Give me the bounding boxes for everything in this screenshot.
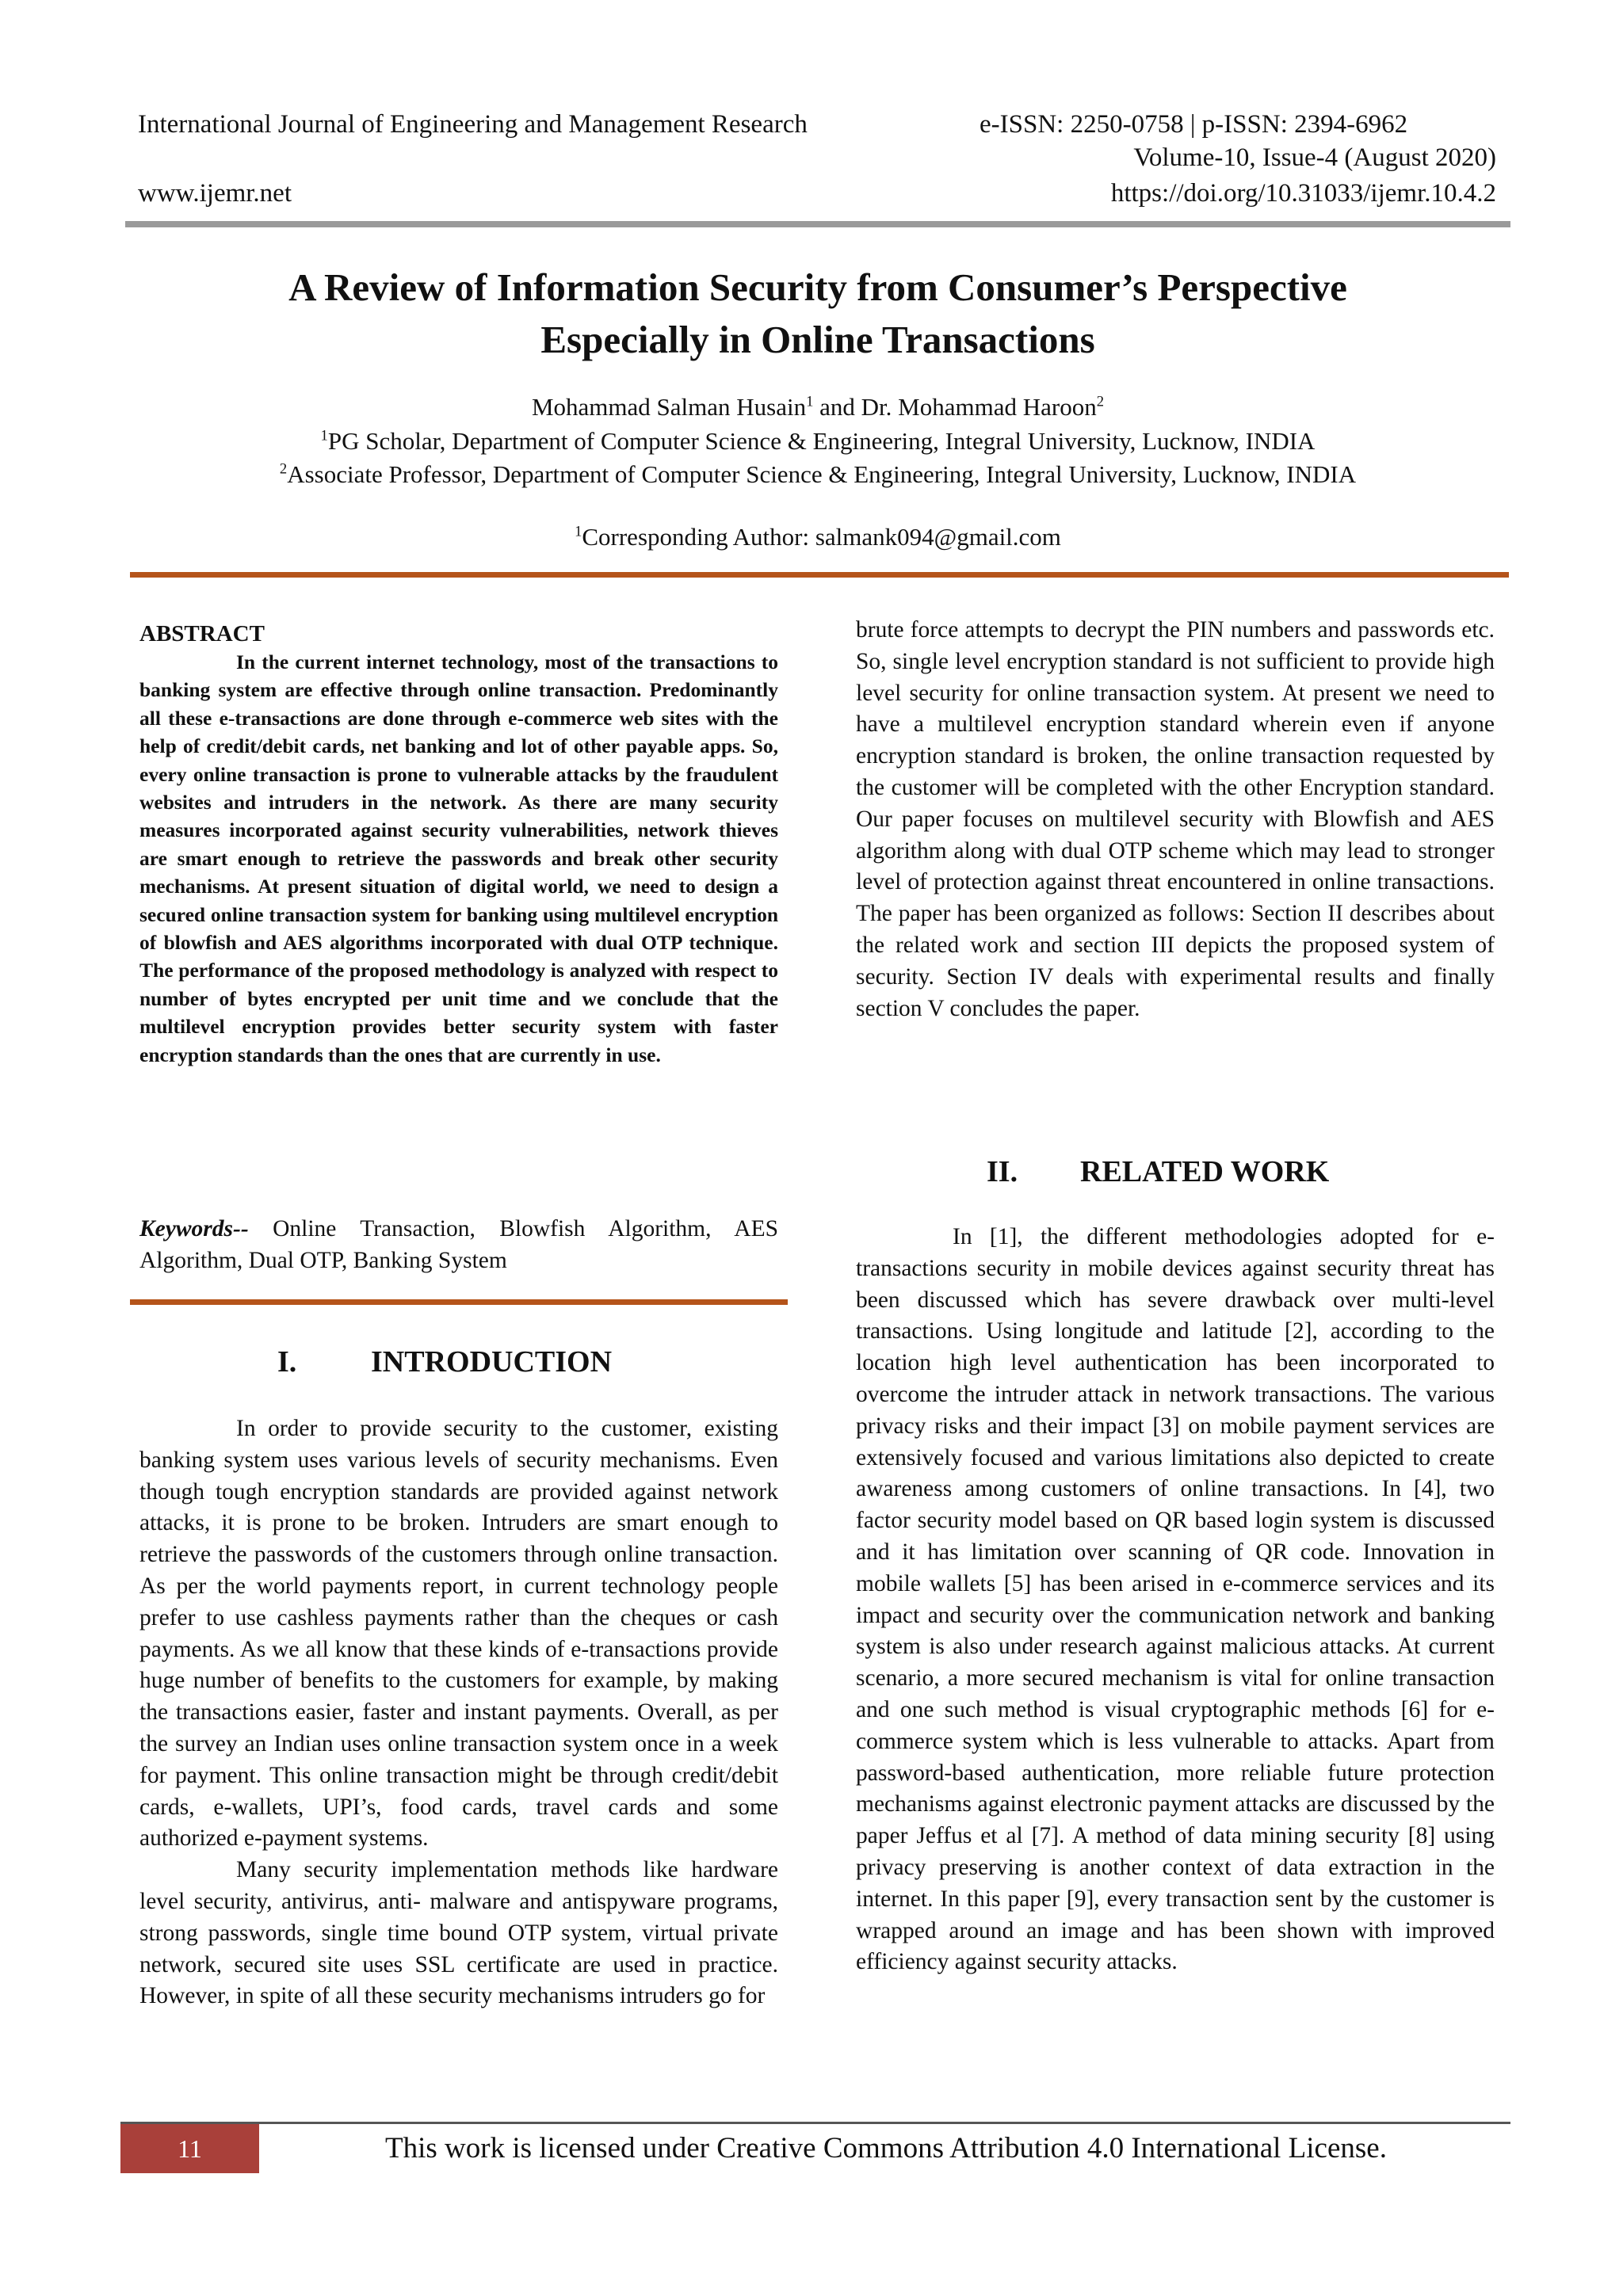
title-divider — [130, 572, 1509, 578]
keywords-divider — [130, 1299, 788, 1305]
related-work-paragraph-1: In [1], the different methodologies adopted for e-transactions security in mobile devices against security threat has been discussed which has severe drawback over multi-level transactions. Using longitude and latitude [2], according to the location high level authentication has been incorporated to overcome the intruder attack in network transactions. The various privacy risks and their impact [3] on mobile payment services are extensively focused and various limitations also depicted to create awareness among customers of online transactions. In [4], two factor security model based on QR based login system is discussed and it has limitation over scanning of QR code. Innovation in mobile wallets [5] has been arised in e-commerce services and its impact and security over the communication network and banking system is also under research against malicious attacks. At current scenario, a more secured mechanism is vital for online transaction and one such method is visual cryptographic methods [6] for e-commerce system which is less vulnerable to attacks. Apart from password-based authentication, more reliable future protection mechanisms against electronic payment attacks are discussed by the paper Jeffus et al [7]. A method of data mining security [8] using privacy preserving is another context of data extraction in the internet. In this paper [9], every transaction sent by the customer is wrapped around an image and has been shown with improved efficiency against security attacks. — [856, 1224, 1495, 1975]
affiliation-1-sup: 1 — [320, 427, 328, 444]
abstract-text: In the current internet technology, most of the transactions to banking system are effective through online transaction. Predominantly all these e-transactions are done through e-commerce web sites with the help of credit/debit cards, net banking and lot of other payable apps. So, every online transaction is prone to vulnerable attacks by the fraudulent websites and intruders in the network. As there are many security measures incorporated against security vulnerabilities, network thieves are smart enough to retrieve the passwords and break other security mechanisms. At present situation of digital world, we need to design a secured online transaction system for banking using multilevel encryption of blowfish and AES algorithms incorporated with dual OTP technique. The performance of the proposed methodology is analyzed with respect to number of bytes encrypted per unit time and we conclude that the multilevel encryption provides better security system with faster encryption standards than the ones that are currently in use. — [139, 650, 778, 1066]
introduction-paragraph-2: Many security implementation methods like hardware level security, antivirus, anti- malware and antispyware programs, strong passwords, single time bound OTP system, virtual private network, secured site uses SSL certificate are used in practice. However, in spite of all these security mechanisms intruders go for — [139, 1857, 778, 2009]
author-2-sup: 2 — [1096, 393, 1104, 410]
affiliation-1 — [125, 425, 1510, 457]
section-title: INTRODUCTION — [371, 1345, 613, 1379]
affiliation-2 — [125, 459, 1510, 490]
introduction-paragraph-1: In order to provide security to the customer, existing banking system uses various levels of security mechanisms. Even though tough encryption standards are provided against network attacks, it is prone to be broken. Intruders are smart enough to retrieve the passwords of the customers through online transaction. As per the world payments report, in current technology people prefer to use cashless payments rather than the cheques or cash payments. As we all know that these kinds of e-transactions provide huge number of benefits to the customers for example, by making the transactions easier, faster and instant payments. Overall, as per the survey an Indian uses online transaction system once in a week for payment. This online transaction might be through credit/debit cards, e-wallets, UPI’s, food cards, travel cards and some authorized e-payment systems. — [139, 1416, 778, 1852]
license-text: This work is licensed under Creative Commons Attribution 4.0 International License. — [385, 2132, 1387, 2164]
section-number: I. — [277, 1345, 297, 1379]
keywords-text: Online Transaction, Blowfish Algorithm, AES Algorithm, Dual OTP, Banking System — [139, 1216, 778, 1273]
keywords — [139, 1214, 778, 1277]
page-number: 11 — [120, 2124, 259, 2173]
paper-title — [125, 261, 1510, 366]
introduction-paragraph-3: brute force attempts to decrypt the PIN numbers and passwords etc. So, single level encryption standard is not sufficient to provide high level security for online transaction system. At present we need to have a multilevel encryption standard wherein even if anyone encryption standard is broken, the online transaction requested by the customer will be completed with the other Encryption standard. Our paper focuses on multilevel security with Blowfish and AES algorithm along with dual OTP scheme which may lead to stronger level of protection against threat encountered in online transactions. The paper has been organized as follows: Section II describes about the related work and section III depicts the proposed system of security. Section IV deals with experimental results and finally section V concludes the paper. — [856, 617, 1495, 1021]
section-heading-related-work — [987, 1154, 1329, 1190]
corresponding-author — [125, 521, 1510, 553]
right-column-intro-continued — [856, 615, 1495, 1024]
affiliation-2-sup: 2 — [279, 460, 288, 478]
related-work-body — [856, 1222, 1495, 1978]
abstract-body — [139, 648, 778, 1069]
author-line — [125, 391, 1510, 423]
keywords-label: Keywords-- — [139, 1216, 249, 1241]
author-2: and Dr. Mohammad Haroon — [813, 393, 1097, 421]
corresponding-text: Corresponding Author: salmank094@gmail.com — [582, 523, 1061, 551]
author-1-sup: 1 — [806, 393, 814, 410]
section-number: II. — [987, 1155, 1018, 1188]
abstract-heading: ABSTRACT — [139, 621, 265, 646]
section-heading-introduction — [277, 1344, 612, 1380]
website-link[interactable]: www.ijemr.net — [138, 179, 292, 208]
abstract-section — [139, 620, 778, 1069]
corresponding-sup: 1 — [575, 523, 582, 540]
title-line-1: A Review of Information Security from Consumer’s Perspective — [288, 265, 1347, 309]
journal-name: International Journal of Engineering and Management Research — [138, 110, 808, 139]
section-title: RELATED WORK — [1080, 1155, 1330, 1188]
doi-link[interactable]: https://doi.org/10.31033/ijemr.10.4.2 — [1110, 179, 1496, 208]
introduction-body — [139, 1413, 778, 2012]
title-line-2: Especially in Online Transactions — [540, 318, 1095, 361]
affiliation-2-text: Associate Professor, Department of Computer Science & Engineering, Integral University, Lucknow, INDIA — [287, 460, 1357, 488]
author-1: Mohammad Salman Husain — [531, 393, 807, 421]
issn: e-ISSN: 2250-0758 | p-ISSN: 2394-6962 — [980, 110, 1408, 139]
header-divider — [125, 221, 1510, 227]
affiliation-1-text: PG Scholar, Department of Computer Science & Engineering, Integral University, Lucknow, INDIA — [327, 427, 1316, 455]
volume-issue: Volume-10, Issue-4 (August 2020) — [1133, 143, 1496, 172]
